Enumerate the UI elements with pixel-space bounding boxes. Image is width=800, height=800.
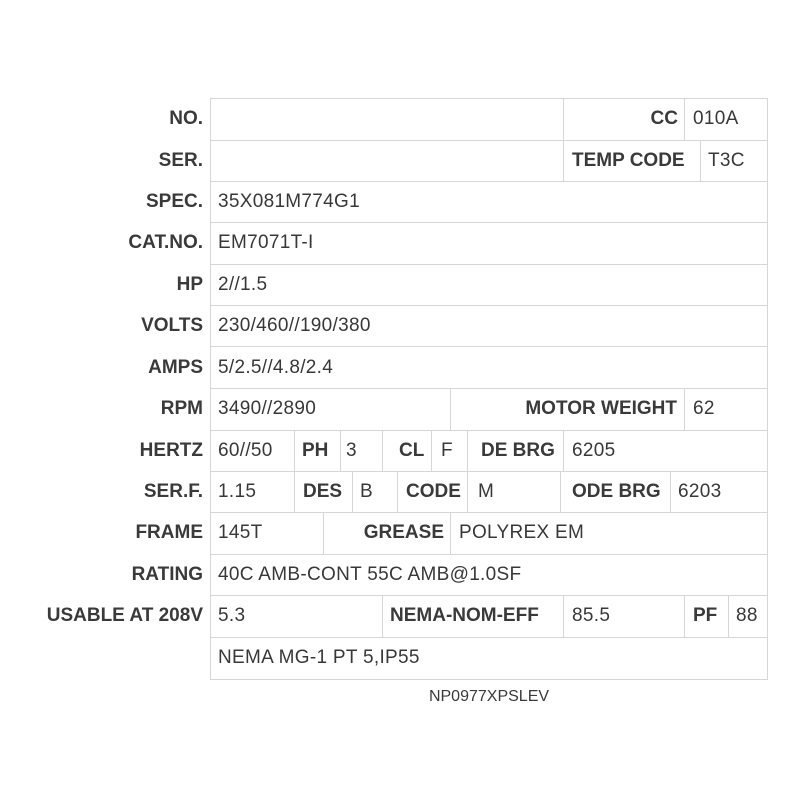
table-rule bbox=[210, 637, 768, 638]
table-rule bbox=[210, 181, 768, 182]
table-rule bbox=[450, 512, 451, 554]
hp-value: 2//1.5 bbox=[218, 274, 268, 295]
ph-value: 3 bbox=[346, 440, 357, 461]
table-rule bbox=[450, 388, 451, 430]
grease-label: GREASE bbox=[363, 522, 444, 543]
table-rule bbox=[382, 430, 383, 471]
usable-at-208v-value: 5.3 bbox=[218, 605, 246, 626]
volts-label: VOLTS bbox=[141, 315, 203, 336]
table-rule bbox=[210, 679, 768, 680]
cl-label: CL bbox=[399, 440, 425, 461]
motor-weight-label: MOTOR WEIGHT bbox=[525, 398, 677, 419]
standard-value: NEMA MG-1 PT 5,IP55 bbox=[218, 647, 420, 668]
de-brg-label: DE BRG bbox=[481, 440, 555, 461]
table-rule bbox=[563, 430, 564, 471]
no-label: NO. bbox=[169, 108, 203, 129]
table-rule bbox=[670, 471, 671, 512]
rating-label: RATING bbox=[131, 564, 203, 585]
volts-value: 230/460//190/380 bbox=[218, 315, 371, 336]
cat-no-label: CAT.NO. bbox=[128, 232, 203, 253]
table-rule bbox=[728, 595, 729, 637]
table-rule bbox=[397, 471, 398, 512]
table-rule bbox=[684, 595, 685, 637]
table-rule bbox=[210, 346, 768, 347]
table-rule bbox=[210, 512, 768, 513]
ode-brg-label: ODE BRG bbox=[572, 481, 661, 502]
pf-label: PF bbox=[693, 605, 718, 626]
cat-no-value: EM7071T-I bbox=[218, 232, 314, 253]
table-rule bbox=[382, 595, 383, 637]
spec-value: 35X081M774G1 bbox=[218, 191, 360, 212]
table-rule bbox=[684, 98, 685, 140]
rpm-label: RPM bbox=[160, 398, 203, 419]
table-rule bbox=[210, 98, 211, 680]
cl-value: F bbox=[441, 440, 453, 461]
ser-label: SER. bbox=[158, 150, 203, 171]
table-rule bbox=[210, 264, 768, 265]
table-rule bbox=[210, 554, 768, 555]
table-rule bbox=[767, 98, 768, 680]
table-rule bbox=[323, 512, 324, 554]
temp-code-value: T3C bbox=[708, 150, 745, 171]
spec-label: SPEC. bbox=[145, 191, 203, 212]
code-value: M bbox=[478, 481, 495, 502]
table-rule bbox=[684, 388, 685, 430]
table-rule bbox=[563, 595, 564, 637]
ser-f-value: 1.15 bbox=[218, 481, 257, 502]
hp-label: HP bbox=[176, 274, 203, 295]
table-rule bbox=[352, 471, 353, 512]
nema-nom-eff-label: NEMA-NOM-EFF bbox=[390, 605, 539, 626]
table-rule bbox=[700, 140, 701, 181]
cc-value: 010A bbox=[693, 108, 739, 129]
pf-value: 88 bbox=[736, 605, 758, 626]
part-number-footer: NP0977XPSLEV bbox=[428, 688, 550, 705]
temp-code-label: TEMP CODE bbox=[572, 150, 685, 171]
table-rule bbox=[294, 471, 295, 512]
des-value: B bbox=[360, 481, 373, 502]
table-rule bbox=[560, 471, 561, 512]
rpm-value: 3490//2890 bbox=[218, 398, 317, 419]
table-rule bbox=[340, 430, 341, 471]
ph-label: PH bbox=[302, 440, 329, 461]
des-label: DES bbox=[303, 481, 343, 502]
cc-label: CC bbox=[650, 108, 678, 129]
table-rule bbox=[467, 471, 468, 512]
frame-label: FRAME bbox=[135, 522, 203, 543]
nema-nom-eff-value: 85.5 bbox=[572, 605, 611, 626]
hertz-value: 60//50 bbox=[218, 440, 273, 461]
table-rule bbox=[431, 430, 432, 471]
ser-f-label: SER.F. bbox=[143, 481, 203, 502]
hertz-label: HERTZ bbox=[139, 440, 203, 461]
rating-value: 40C AMB-CONT 55C AMB@1.0SF bbox=[218, 564, 522, 585]
code-label: CODE bbox=[406, 481, 461, 502]
table-rule bbox=[294, 430, 295, 471]
table-rule bbox=[563, 98, 564, 181]
motor-weight-value: 62 bbox=[693, 398, 715, 419]
table-rule bbox=[210, 305, 768, 306]
table-rule bbox=[467, 430, 468, 471]
grease-value: POLYREX EM bbox=[459, 522, 585, 543]
usable-at-208v-label: USABLE AT 208V bbox=[46, 605, 203, 626]
de-brg-value: 6205 bbox=[572, 440, 616, 461]
frame-value: 145T bbox=[218, 522, 263, 543]
table-rule bbox=[210, 140, 768, 141]
ode-brg-value: 6203 bbox=[678, 481, 722, 502]
table-rule bbox=[210, 222, 768, 223]
amps-value: 5/2.5//4.8/2.4 bbox=[218, 357, 334, 378]
amps-label: AMPS bbox=[148, 357, 203, 378]
